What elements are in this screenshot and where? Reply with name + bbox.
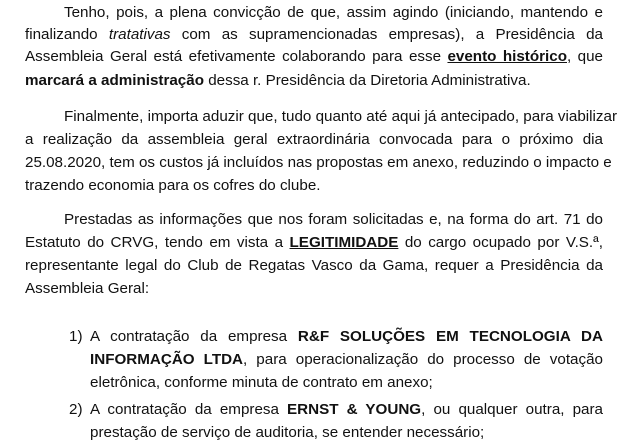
- text: 25.08.2020, tem os custos já incluídos nas propostas em anexo, reduzindo o impacto e: [25, 154, 612, 171]
- paragraph-2-line-4: [25, 175, 603, 197]
- text: , ou qualquer outra, para: [421, 401, 603, 418]
- text: prestação de serviço de auditoria, se entender necessário;: [90, 424, 485, 441]
- text: A contratação da empresa: [90, 328, 298, 345]
- text: , para operacionalização do processo de votação: [243, 351, 603, 368]
- emphasis-text: evento histórico: [447, 48, 567, 65]
- paragraph-2-line-2: [25, 129, 603, 151]
- text: trazendo economia para os cofres do clube.: [25, 177, 321, 194]
- paragraph-3-line-4: [25, 278, 603, 300]
- text: Assembleia Geral:: [25, 280, 150, 297]
- paragraph-2-line-3: [25, 152, 612, 174]
- list-item-1-line-2: [90, 349, 603, 371]
- list-item-2-line-1: [90, 399, 603, 421]
- text: Estatuto do CRVG, tendo em vista a: [25, 234, 290, 251]
- text: do cargo ocupado por V.S.ª,: [398, 234, 603, 251]
- paragraph-3-line-3: [25, 255, 603, 277]
- paragraph-2-line-1: [64, 106, 618, 128]
- text: dessa r. Presidência da Diretoria Administrativa.: [203, 72, 531, 89]
- text: com as supramencionadas empresas), a Presidência da: [170, 26, 603, 43]
- list-item-2-line-2: [90, 422, 603, 444]
- paragraph-3-line-2: [25, 232, 603, 254]
- list-item-number: 2): [69, 401, 83, 418]
- company-name: ERNST & YOUNG: [287, 401, 422, 418]
- text: , que: [567, 48, 603, 65]
- text: Assembleia Geral está efetivamente colaborando para esse: [25, 48, 448, 65]
- paragraph-1-line-3: [25, 46, 603, 68]
- text: Tenho, pois, a plena convicção de que, assim agindo (iniciando, mantendo e: [64, 4, 603, 21]
- text: finalizando: [25, 26, 109, 43]
- paragraph-1-line-4: [25, 70, 603, 92]
- company-name: INFORMAÇÃO LTDA: [90, 351, 244, 368]
- paragraph-1-line-2: [25, 24, 603, 46]
- text: representante legal do Club de Regatas Vasco da Gama, requer a Presidência da: [25, 257, 603, 274]
- text: eletrônica, conforme minuta de contrato em anexo;: [90, 374, 433, 391]
- text: Prestadas as informações que nos foram solicitadas e, na forma do art. 71 do: [64, 211, 603, 228]
- company-name: R&F SOLUÇÕES EM TECNOLOGIA DA: [297, 328, 603, 345]
- emphasis-text: LEGITIMIDADE: [289, 234, 399, 251]
- italic-text: tratativas: [108, 26, 171, 43]
- text: a realização da assembleia geral extraordinária convocada para o próximo dia: [25, 131, 603, 148]
- list-item-1-line-1: [90, 326, 603, 348]
- list-item-number: 1): [69, 328, 83, 345]
- list-item-1-line-3: [90, 372, 603, 394]
- text: A contratação da empresa: [90, 401, 288, 418]
- paragraph-1-line-1: [64, 2, 603, 24]
- bold-text: marcará a administração: [25, 72, 204, 89]
- text: Finalmente, importa aduzir que, tudo quanto até aqui já antecipado, para viabilizar: [64, 108, 618, 125]
- paragraph-3-line-1: [64, 209, 603, 231]
